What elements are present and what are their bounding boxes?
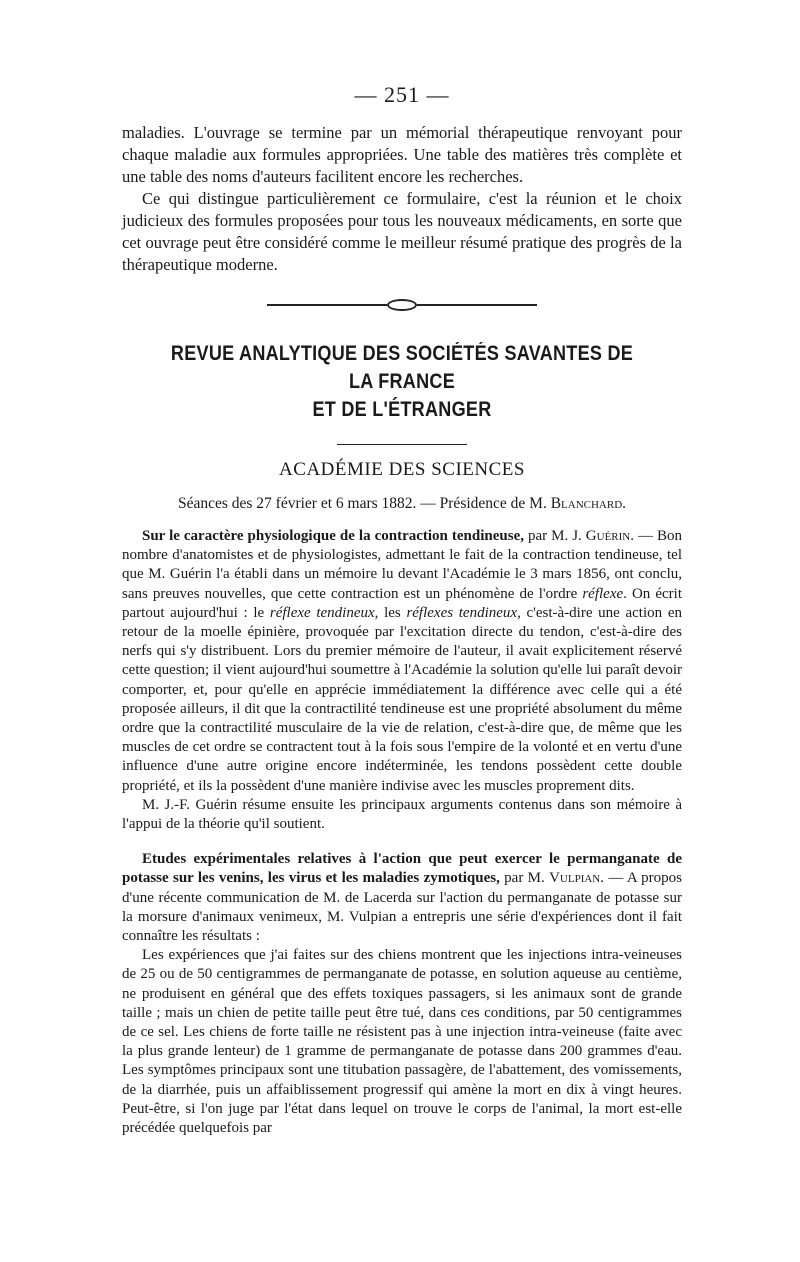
section-title-line: ET DE L'ÉTRANGER <box>312 398 492 421</box>
section-title <box>161 340 643 424</box>
intro-paragraph: maladies. L'ouvrage se termine par un mémorial thérapeutique renvoyant pour chaque maladie aux formules appropriées. Une table des matières très complète et une table des noms d'auteurs facilitent encore les recherches. <box>122 123 682 186</box>
article-byline: par M. <box>499 870 550 887</box>
article-paragraph <box>122 527 682 796</box>
ornament-divider <box>267 298 537 312</box>
article-text: . — Bon nombre d'anatomistes et de physiologistes, admettant le fait de la contraction tendineuse, tel que M. Guérin l'a établi dans un mémoire lu devant l'Académie le 3 mars 1856, ont conclu, sans preuves nouvelles, que cette contraction est un phénomène de l'ordre <box>122 528 682 602</box>
session-text: Séances des 27 février et 6 mars 1882. — Présidence de M. <box>177 495 551 512</box>
session-line <box>122 495 682 513</box>
article-paragraph: Les expériences que j'ai faites sur des chiens montrent que les injections intra-veineuses de 25 ou de 50 centigrammes de permanganate de potasse, en solution aqueuse au centième, ne produisent en général que des effets toxiques passagers, si les animaux sont de grande taille ; mais un chien de petite taille peut être tué, dans ces conditions, par 50 centigrammes de ce sel. Les chiens de forte taille ne résistent pas à une injection intra-veineuse (faite avec la plus grande lenteur) de 1 gramme de permanganate de potasse dans 200 grammes d'eau. Les symptômes principaux sont une titubation passagère, de l'abattement, des vomissements, de la diarrhée, puis un affaiblissement progressif qui amène la mort en dix à vingt heures. Peut-être, si l'on juge par l'état dans lequel on trouve le corps de l'animal, la mort est-elle précédée quelquefois par <box>122 947 682 1137</box>
title-rule <box>337 444 467 445</box>
article-byline: par M. J. <box>523 528 586 544</box>
article-text: . — A propos d'une récente communication de M. de Lacerda sur l'action du permanganate de potasse sur la morsure d'animaux venimeux, M. Vulpian a entrepris une série d'expériences dont il fait connaître les résultats : <box>122 870 682 945</box>
article-author: Vulpian <box>549 870 601 887</box>
ornament-center-icon <box>387 299 417 311</box>
article <box>122 527 682 834</box>
article-text: . On écrit partout aujourd'hui : le <box>122 585 682 621</box>
intro-text <box>122 122 682 276</box>
article-paragraph: M. J.-F. Guérin résume ensuite les principaux arguments contenus dans son mémoire à l'appui de la théorie qu'il soutient. <box>122 796 682 833</box>
ornament-line <box>267 304 387 306</box>
article-title: Etudes expérimentales relatives à l'action que peut exercer le permanganate de potasse sur les venins, les virus et les maladies zymotiques, <box>122 851 682 887</box>
intro-paragraph: Ce qui distingue particulièrement ce formulaire, c'est la réunion et le choix judicieux des formules proposées pour tous les nouveaux médicaments, en sorte que cet ouvrage peut être considéré comme le meilleur résumé pratique des progrès de la thérapeutique moderne. <box>122 189 682 274</box>
page <box>122 82 682 1138</box>
article-paragraph <box>122 850 682 946</box>
article-text: , c'est-à-dire une action en retour de la moelle épinière, provoquée par l'excitation directe du tendon, c'est-à-dire des nerfs qui s'y distribuent. Lors du premier mémoire de l'auteur, il avait explicitement réservé cette question; il vient aujourd'hui soumettre à l'Académie la solution qu'elle lui paraît devoir comporter, et, pour qu'elle en apprécie immédiatement la différence avec celle qui a été proposée ailleurs, il dit que la contractilité tendineuse est une propriété absolument du même ordre que la contractilité musculaire de la vie de relation, c'est-à-dire que, de même que les muscles de cet ordre se contractent tout à la fois sous l'empire de la volonté et en vertu d'une influence d'une autre origine encore indéterminée, les tendons possèdent cette double propriété, et ils la possèdent d'une manière indivise avec les muscles proprement dits. <box>122 604 682 794</box>
article-emphasis: réflexe <box>582 585 624 602</box>
article-author: Guérin <box>585 528 631 544</box>
ornament-line <box>417 304 537 306</box>
article-text: , les <box>374 604 407 621</box>
article-emphasis: réflexe tendineux <box>269 604 375 621</box>
subsection-title: ACADÉMIE DES SCIENCES <box>279 459 525 480</box>
page-number: — 251 — <box>354 82 450 107</box>
section-title-line: REVUE ANALYTIQUE DES SOCIÉTÉS SAVANTES DE LA FRANCE <box>170 342 634 393</box>
article <box>122 850 682 1138</box>
article-title: Sur le caractère physiologique de la contraction tendineuse, <box>142 528 524 544</box>
article-emphasis: réflexes tendineux <box>406 604 518 621</box>
session-president: Blanchard. <box>550 495 627 512</box>
